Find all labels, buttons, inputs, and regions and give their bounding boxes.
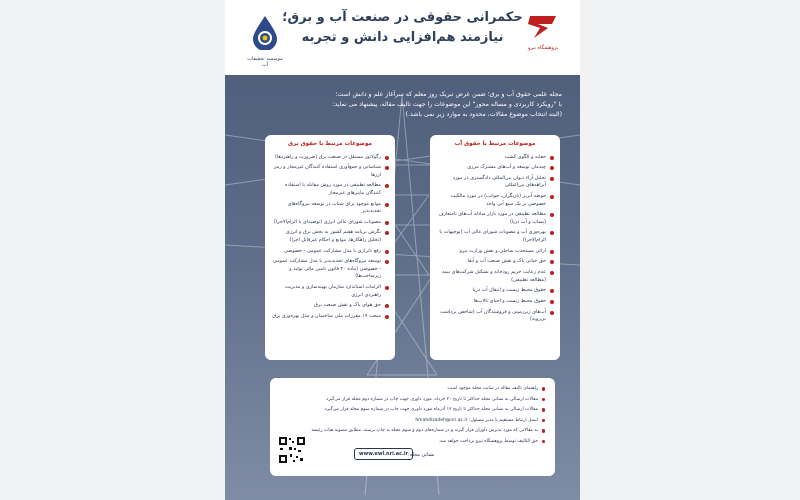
poster — [225, 0, 580, 500]
intro-line-1: مجله علمی حقوق آب و برق؛ ضمن عرض تبریک روز معلم که سرآغاز علم و دانش است؛ — [335, 91, 562, 98]
power-topics-card — [265, 135, 395, 360]
water-topic-item: بهره‌وری آب و مصوبات شورای عالی آب (توجیهات یا الزام‌الاجرا) — [436, 229, 554, 244]
info-item: مقالات ارسالی به نشانی مجله حداکثر تا تاریخ ۲۰ خرداد، مورد داوری جهت چاپ در شماره دوم مجله قرار می‌گیرد. — [280, 395, 545, 406]
power-topic-item: مبحث ۱۹ مقررات ملی ساختمان و مدل بهره‌وری برق — [271, 313, 389, 321]
water-topic-item: آب‌های زیرزمینی و فروشندگان آب (شاخص برداشت بی‌رویه) — [436, 309, 554, 324]
nri-logo-caption: پژوهشگاه نیرو — [527, 45, 559, 51]
power-topic-item: رفع ناترازی با مدل مشارکت عمومی - خصوصی — [271, 248, 389, 256]
title-line-1: حکمرانی حقوقی در صنعت آب و برق؛ — [282, 10, 523, 25]
water-topic-item: ارائی مستحدث ساحلی و نقش وزارت نیرو — [436, 248, 554, 256]
water-logo-caption: موسسه تحقیقات آب — [247, 56, 283, 68]
water-drop-icon — [251, 14, 279, 50]
water-topic-item: تحلیل آراء دیوان بین‌المللی دادگستری در مورد آبراهه‌های بین‌المللی — [436, 175, 554, 190]
power-topic-item: توسعه نیروگاه‌های تجدیدپذیر با مدل مشارکت عمومی - خصوصی (ماده ۳۰ قانون تامین مالی تولید و زیرساخت‌ها) — [271, 258, 389, 281]
water-topic-item: حوضه آبریز (بازیگران، جوانب) در مورد مالکیت خصوصی بر یک منبع آبی واحد — [436, 193, 554, 208]
power-topic-item: حق هوای پاک و نقش صنعت برق — [271, 302, 389, 310]
submission-info-card — [270, 378, 555, 476]
info-item: راهنمای تالیف مقاله در سایت مجله موجود است. — [280, 384, 545, 395]
water-topic-item: چیدمان توسعه و آب‌های مشترک مرزی — [436, 164, 554, 172]
info-item: حق التالیف توسط پژوهشگاه نیرو پرداخت خواهد شد. — [280, 437, 545, 448]
qr-code-icon[interactable] — [278, 436, 306, 464]
info-item: مقالات ارسالی به نشانی مجله حداکثر تا تاریخ ۱۲ آذرماه مورد داوری جهت چاپ در شماره سوم مجله قرار می‌گیرد. — [280, 405, 545, 416]
intro-text — [247, 90, 562, 120]
power-topics-heading: موضوعات مرتبط با حقوق برق — [288, 141, 372, 147]
poster-header — [225, 0, 580, 75]
power-topic-item: رگولاتور مستقل در صنعت برق (ضرورت و راهبردها) — [271, 154, 389, 162]
power-topic-item: شناسایی و جمع‌آوری استفاده کنندگان غیرمجاز و رمز ارزها — [271, 164, 389, 179]
power-topic-item: مطالعه تطبیقی در مورد روش مقابله با استفاده کنندگان ماینرهای غیرمجاز — [271, 182, 389, 197]
water-topic-item: حقوق محیط زیست و انتقال آب دریا — [436, 287, 554, 295]
water-topic-item: حق حیاتی پاک و نقش صنعت آب و آبفا — [436, 258, 554, 266]
water-topics-card — [430, 135, 560, 360]
water-institute-logo — [245, 14, 285, 68]
journal-website-link[interactable]: www.ewl.nri.ac.ir — [354, 448, 413, 460]
water-topic-item: مطالعه تطبیقی در مورد بازار مبادله آب‌های نامتعارف (پساب و آب دریا) — [436, 211, 554, 226]
power-topic-item: مصوبات شورای عالی انرژی (توصیه‌ای یا الزام‌الاجرا) — [271, 219, 389, 227]
website-label: نشانی مجله: — [408, 452, 435, 458]
power-topic-item: نگرش برنامه هفتم کشور به بخش برق و انرژی (تحلیل راهکارها، موانع و احکام غیرقابل اجرا) — [271, 229, 389, 244]
power-topic-item: موانع موجود برای شتاب در توسعه نیروگاه‌های تجدیدپذیر — [271, 201, 389, 216]
title-line-2: نیازمند هم‌افزایی دانش و تجربه — [301, 30, 504, 45]
water-topics-heading: موضوعات مرتبط با حقوق آب — [454, 141, 536, 147]
intro-line-2: با "رویکرد کاربردی و مساله محور" این موضوعات را جهت تالیف مقاله، پیشنهاد می نماید: — [332, 101, 562, 108]
power-topic-item: الزامات استاندارد سازمان بهینه‌سازی و مدیریت راهبردی انرژی — [271, 284, 389, 299]
contact-email[interactable]: ایمیل ارتباط مستقیم با مدیر مسئول: hmahdizadeh@nri.ac.ir — [280, 416, 545, 427]
water-topic-item: حقوق محیط زیست و احیای تالاب‌ها — [436, 298, 554, 306]
water-topic-item: حقابه و الگوی کشت — [436, 154, 554, 162]
water-topic-item: عدم رعایت حریم رودخانه و تشکیل شرکت‌های بیمه (مطالعه تطبیقی) — [436, 269, 554, 284]
info-item: به مقالاتی که مورد پذیرش داوران قرار گیرند و در شماره‌های دوم و سوم مجله به چاپ برسند، مطابق مصوبه هیات رئیسه — [280, 426, 545, 437]
intro-line-3: (البته انتخاب موضوع مقالات، محدود به موارد زیر نمی باشد.) — [405, 111, 562, 118]
